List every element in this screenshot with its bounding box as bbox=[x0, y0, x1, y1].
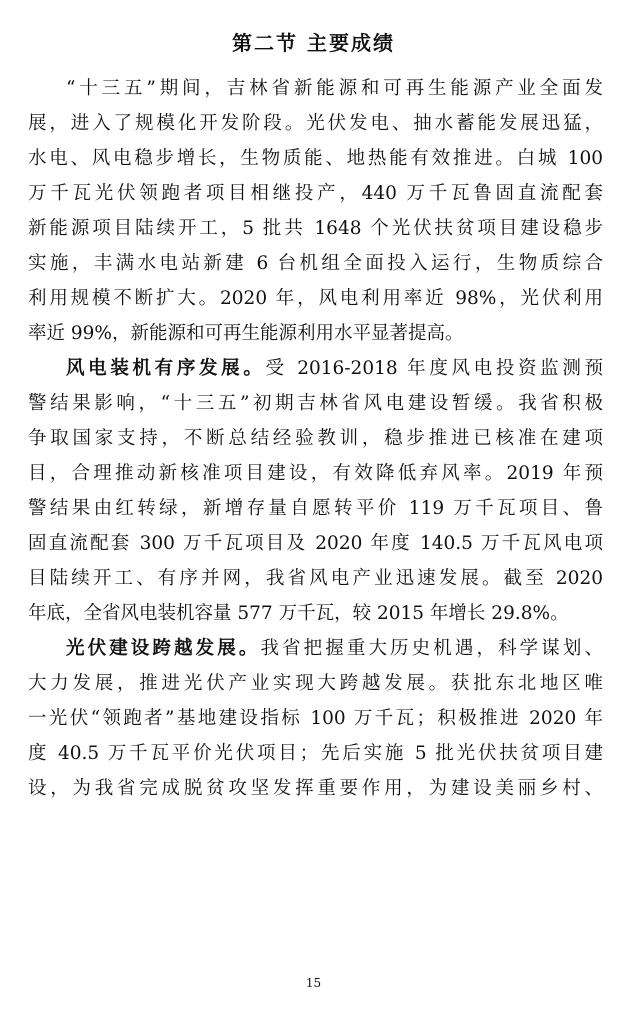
paragraph-3-line-2: 大力发展，推进光伏产业实现大跨越发展。获批东北地区唯 bbox=[28, 673, 603, 694]
paragraph-1-line-8: 率近 99%，新能源和可再生能源利用水平显著提高。 bbox=[28, 323, 464, 344]
paragraph-2-line-7: 目陆续开工、有序并网，我省风电产业迅速发展。截至 2020 bbox=[28, 568, 603, 589]
paragraph-1-line-2: 展，进入了规模化开发阶段。光伏发电、抽水蓄能发展迅猛， bbox=[28, 113, 603, 134]
paragraph-2-heading: 风电装机有序发展。 bbox=[66, 358, 266, 379]
paragraph-3-line-4: 度 40.5 万千瓦平价光伏项目；先后实施 5 批光伏扶贫项目建 bbox=[28, 743, 603, 764]
page-number: 15 bbox=[305, 976, 322, 990]
body-text bbox=[28, 71, 603, 806]
paragraph-2-line-3: 争取国家支持，不断总结经验教训，稳步推进已核准在建项 bbox=[28, 428, 603, 449]
paragraph-2-line-8: 年底，全省风电装机容量 577 万千瓦，较 2015 年增长 29.8%。 bbox=[28, 603, 569, 624]
paragraph-1-line-7: 利用规模不断扩大。2020 年，风电利用率近 98%，光伏利用 bbox=[28, 288, 603, 309]
paragraph-2-first-line-rest: 受 2016-2018 年度风电投资监测预 bbox=[265, 358, 603, 379]
paragraph-1-line-5: 新能源项目陆续开工，5 批共 1648 个光伏扶贫项目建设稳步 bbox=[28, 218, 603, 239]
paragraph-3-line-5: 设，为我省完成脱贫攻坚发挥重要作用，为建设美丽乡村、 bbox=[28, 778, 603, 799]
paragraph-2-line-4: 目，合理推动新核准项目建设，有效降低弃风率。2019 年预 bbox=[28, 463, 603, 484]
paragraph-1-line-6: 实施，丰满水电站新建 6 台机组全面投入运行，生物质综合 bbox=[28, 253, 603, 274]
paragraph-3-line-3: 一光伏“领跑者”基地建设指标 100 万千瓦；积极推进 2020 年 bbox=[28, 708, 603, 729]
paragraph-1-line-1: “十三五”期间，吉林省新能源和可再生能源产业全面发 bbox=[66, 78, 603, 99]
paragraph-2-line-2: 警结果影响，“十三五”初期吉林省风电建设暂缓。我省积极 bbox=[28, 393, 603, 414]
paragraph-2-line-1 bbox=[28, 351, 603, 386]
paragraph-2-line-5: 警结果由红转绿，新增存量自愿转平价 119 万千瓦项目、鲁 bbox=[28, 498, 603, 519]
paragraph-2-line-6: 固直流配套 300 万千瓦项目及 2020 年度 140.5 万千瓦风电项 bbox=[28, 533, 603, 554]
paragraph-3-heading: 光伏建设跨越发展。 bbox=[66, 638, 261, 659]
paragraph-1-line-3: 水电、风电稳步增长，生物质能、地热能有效推进。白城 100 bbox=[28, 148, 603, 169]
paragraph-3-first-line-rest: 我省把握重大历史机遇，科学谋划、 bbox=[260, 638, 603, 659]
section-title: 第二节 主要成绩 bbox=[232, 31, 395, 55]
paragraph-3-line-1 bbox=[28, 631, 603, 666]
paragraph-1-line-4: 万千瓦光伏领跑者项目相继投产，440 万千瓦鲁固直流配套 bbox=[28, 183, 603, 204]
